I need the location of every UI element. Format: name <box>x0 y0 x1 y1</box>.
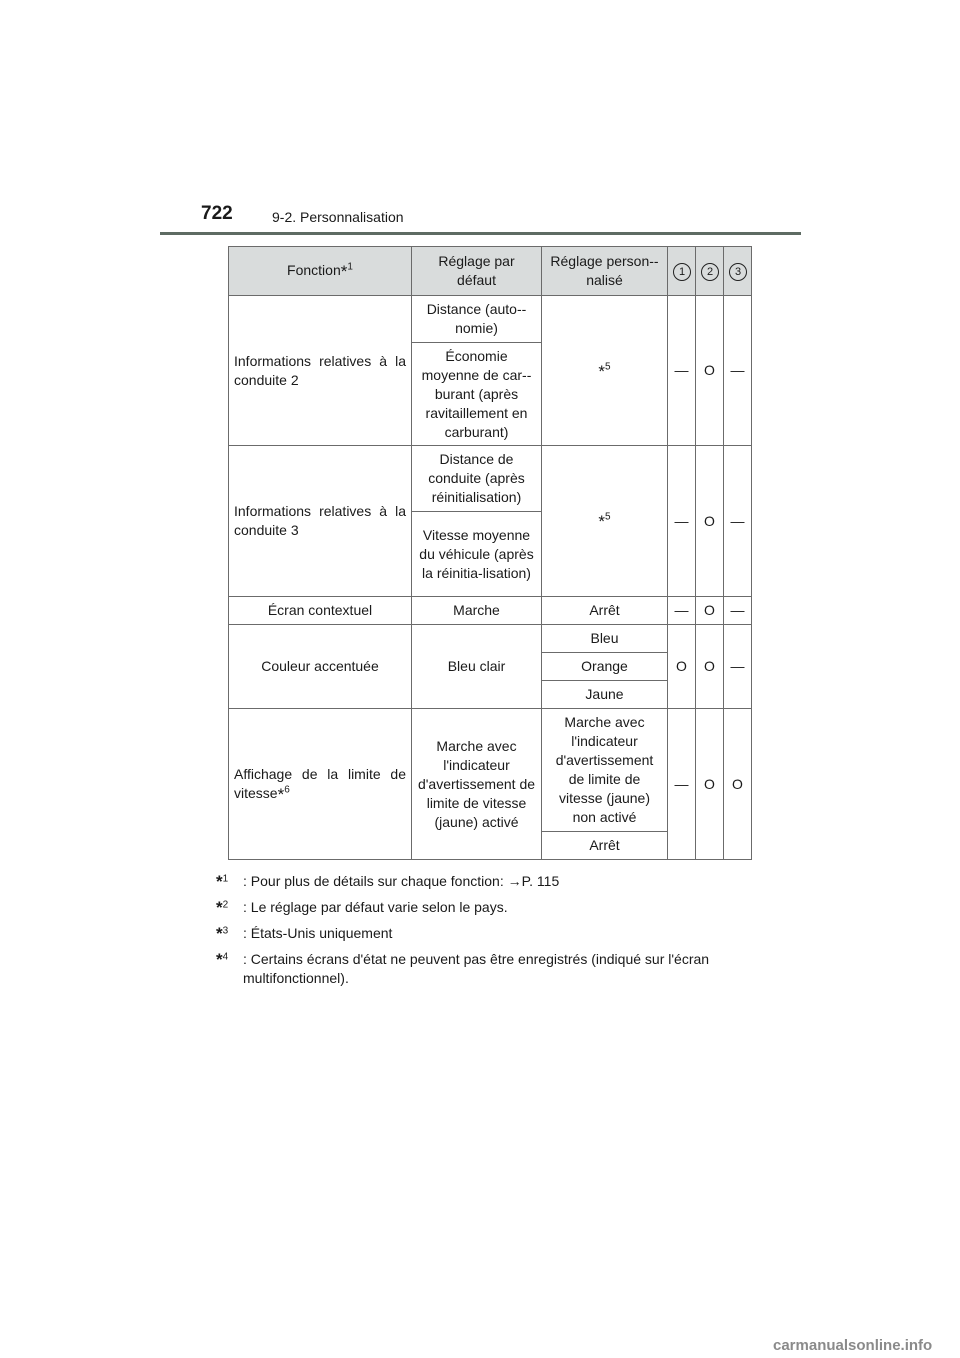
watermark: carmanualsonline.info <box>773 1337 933 1354</box>
section-title: 9-2. Personnalisation <box>272 209 404 225</box>
footnote-4: *$^4$ : Certains écrans d'état ne peuvent pas être enregistrés (indiqué sur l'écran multifonctionnel). <box>216 950 710 986</box>
row-custom: Arrêt <box>542 597 668 625</box>
header-col-2 <box>696 247 724 296</box>
row-default-option: Économie moyenne de car-burant (après ravitaillement en carburant) <box>412 343 542 446</box>
table-row <box>229 296 752 343</box>
circled-number-1-icon: 1 <box>673 263 691 281</box>
row-col-1: O <box>668 625 696 709</box>
header-default: Réglage par défaut <box>412 247 542 296</box>
row-col-2: O <box>696 446 724 597</box>
table-header-row <box>229 247 752 296</box>
row-custom: *$^5$ <box>542 446 668 597</box>
row-col-2: O <box>696 597 724 625</box>
row-custom-option: Bleu <box>542 625 668 653</box>
row-custom-option: Arrêt <box>542 832 668 860</box>
settings-table <box>228 246 752 860</box>
row-function: Affichage de la limite de vitesse*$^6$ <box>229 709 412 860</box>
header-col-1 <box>668 247 696 296</box>
row-function: Écran contextuel <box>229 597 412 625</box>
row-default-option: Vitesse moyenne du véhicule (après la réinitia-lisation) <box>412 512 542 597</box>
row-col-2: O <box>696 709 724 860</box>
row-function: Informations relatives à la conduite 2 <box>229 296 412 446</box>
circled-number-2-icon: 2 <box>701 263 719 281</box>
row-col-1: — <box>668 709 696 860</box>
footnote-star-icon: * <box>340 262 348 281</box>
footnote-2: *$^2$ : Le réglage par défaut varie selon le pays. <box>216 898 508 917</box>
header-custom: Réglage person-nalisé <box>542 247 668 296</box>
row-col-3: — <box>724 296 752 446</box>
row-col-3: — <box>724 625 752 709</box>
row-col-3: O <box>724 709 752 860</box>
table-row <box>229 446 752 512</box>
header-col-3 <box>724 247 752 296</box>
row-col-3: — <box>724 446 752 597</box>
row-custom: *$^5$ <box>542 296 668 446</box>
row-col-3: — <box>724 597 752 625</box>
footnotes <box>216 872 756 995</box>
header-function: Fonction*$^1$ <box>229 247 412 296</box>
table-row <box>229 625 752 653</box>
row-col-1: — <box>668 597 696 625</box>
row-default-option: Distance (auto-nomie) <box>412 296 542 343</box>
row-custom-option: Orange <box>542 653 668 681</box>
circled-number-3-icon: 3 <box>729 263 747 281</box>
footnote-3: *$^3$ : États-Unis uniquement <box>216 924 393 943</box>
row-custom-option: Marche avec l'indicateur d'avertissement de limite de vitesse (jaune) non activé <box>542 709 668 832</box>
row-function: Informations relatives à la conduite 3 <box>229 446 412 597</box>
row-default: Bleu clair <box>412 625 542 709</box>
row-default-option: Distance de conduite (après réinitialisation) <box>412 446 542 512</box>
header-rule <box>160 232 801 235</box>
row-custom-option: Jaune <box>542 681 668 709</box>
row-function: Couleur accentuée <box>229 625 412 709</box>
row-col-2: O <box>696 296 724 446</box>
row-col-1: — <box>668 446 696 597</box>
page-number: 722 <box>201 203 233 224</box>
row-default: Marche avec l'indicateur d'avertissement de limite de vitesse (jaune) activé <box>412 709 542 860</box>
table-row <box>229 597 752 625</box>
table-row <box>229 709 752 832</box>
row-col-1: — <box>668 296 696 446</box>
footnote-1: *$^1$ : Pour plus de détails sur chaque fonction: →P. 115 <box>216 872 560 891</box>
row-default: Marche <box>412 597 542 625</box>
row-col-2: O <box>696 625 724 709</box>
